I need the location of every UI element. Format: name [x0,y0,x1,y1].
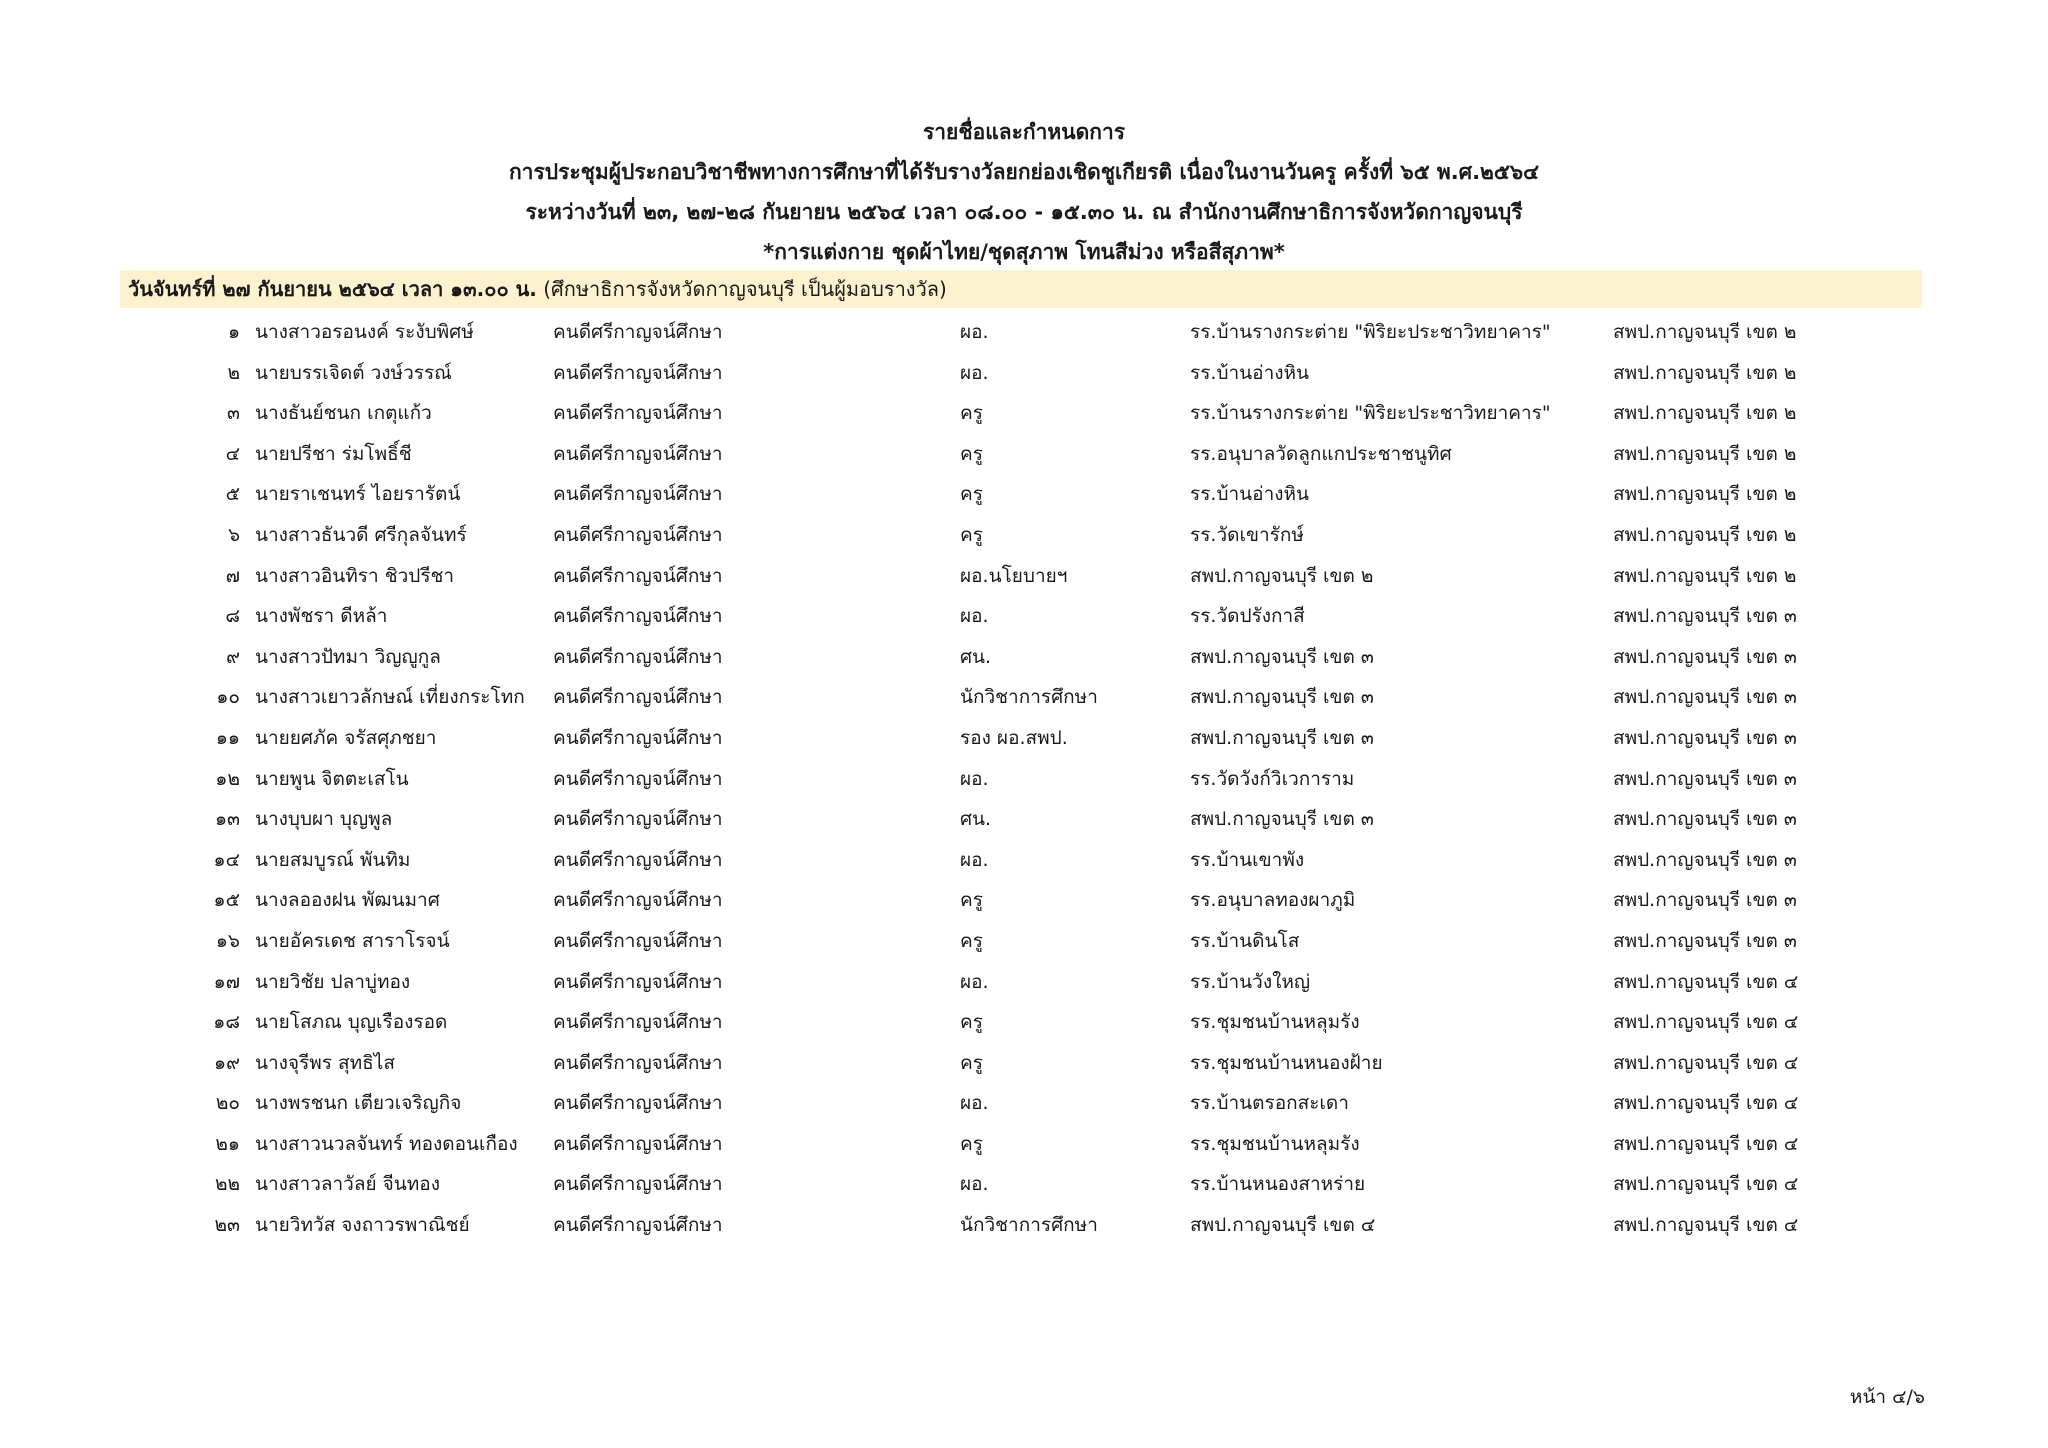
attendee-organization: รร.บ้านอ่างหิน [1190,483,1310,506]
award-group: คนดีศรีกาญจน์ศึกษา [553,483,723,506]
attendee-position: ครู [960,929,983,952]
attendee-name: นายบรรเจิดต์ วงษ์วรรณ์ [255,361,452,384]
attendee-organization: รร.บ้านตรอกสะเดา [1190,1092,1349,1115]
award-group: คนดีศรีกาญจน์ศึกษา [553,808,723,831]
table-row [0,677,2048,718]
attendee-position: ครู [960,483,983,506]
education-area: สพป.กาญจนบุรี เขต ๓ [1613,726,1797,749]
award-group: คนดีศรีกาญจน์ศึกษา [553,848,723,871]
row-number: ๔ [225,442,240,465]
attendee-organization: รร.อนุบาลวัดลูกแกประชาชนูทิศ [1190,442,1452,465]
award-group: คนดีศรีกาญจน์ศึกษา [553,402,723,425]
attendee-position: ผอ. [960,767,989,790]
award-group: คนดีศรีกาญจน์ศึกษา [553,1051,723,1074]
education-area: สพป.กาญจนบุรี เขต ๓ [1613,808,1797,831]
education-area: สพป.กาญจนบุรี เขต ๓ [1613,605,1797,628]
award-group: คนดีศรีกาญจน์ศึกษา [553,1173,723,1196]
attendee-name: นายพูน จิตตะเสโน [255,767,409,790]
attendee-name: นางสาวนวลจันทร์ ทองดอนเกือง [255,1132,518,1155]
session-note: (ศึกษาธิการจังหวัดกาญจนบุรี เป็นผู้มอบรางวัล) [536,277,947,301]
table-row [0,799,2048,840]
attendee-name: นางสาวเยาวลักษณ์ เที่ยงกระโทก [255,686,525,709]
attendee-organization: สพป.กาญจนบุรี เขต ๒ [1190,564,1374,587]
row-number: ๕ [225,483,240,506]
attendee-organization: รร.บ้านรางกระต่าย "พิริยะประชาวิทยาคาร" [1190,321,1551,343]
award-group: คนดีศรีกาญจน์ศึกษา [553,889,723,912]
attendee-position: ครู [960,889,983,912]
table-row [0,1002,2048,1043]
attendee-position: ผอ. [960,321,989,343]
attendee-organization: รร.วัดปรังกาสี [1190,605,1305,628]
attendee-position: ผอ.นโยบายฯ [960,564,1068,587]
attendee-name: นางสาวปัทมา วิญญูกูล [255,645,441,668]
attendee-name: นายวิทวัส จงถาวรพาณิชย์ [255,1214,470,1237]
row-number: ๓ [227,402,240,425]
attendee-position: ผอ. [960,361,989,384]
attendee-position: ศน. [960,808,992,831]
row-number: ๑๔ [213,848,240,871]
attendee-name: นางสาวลาวัลย์ จีนทอง [255,1173,440,1196]
table-row [0,921,2048,962]
row-number: ๒๒ [214,1173,240,1196]
row-number: ๑๒ [215,767,240,790]
attendee-organization: สพป.กาญจนบุรี เขต ๓ [1190,808,1374,831]
session-title: วันจันทร์ที่ ๒๗ กันยายน ๒๕๖๔ เวลา ๑๓.๐๐ น. [128,277,537,301]
table-row [0,515,2048,556]
education-area: สพป.กาญจนบุรี เขต ๓ [1613,767,1797,790]
education-area: สพป.กาญจนบุรี เขต ๔ [1613,1051,1799,1074]
table-row [0,1124,2048,1165]
education-area: สพป.กาญจนบุรี เขต ๔ [1613,1214,1799,1237]
row-number: ๑๘ [213,1011,240,1034]
attendee-position: ครู [960,402,983,425]
education-area: สพป.กาญจนบุรี เขต ๓ [1613,645,1797,668]
table-row [0,637,2048,678]
row-number: ๘ [225,605,240,628]
education-area: สพป.กาญจนบุรี เขต ๔ [1613,1132,1799,1155]
award-group: คนดีศรีกาญจน์ศึกษา [553,686,723,709]
attendee-organization: รร.บ้านเขาพัง [1190,848,1305,871]
education-area: สพป.กาญจนบุรี เขต ๒ [1613,564,1797,587]
award-group: คนดีศรีกาญจน์ศึกษา [553,442,723,465]
attendee-organization: สพป.กาญจนบุรี เขต ๓ [1190,726,1374,749]
header-dress-code: *การแต่งกาย ชุดผ้าไทย/ชุดสุภาพ โทนสีม่วง หรือสีสุภาพ* [763,240,1285,264]
education-area: สพป.กาญจนบุรี เขต ๔ [1613,1011,1799,1034]
attendee-list [0,312,2048,1246]
education-area: สพป.กาญจนบุรี เขต ๔ [1613,970,1799,993]
education-area: สพป.กาญจนบุรี เขต ๒ [1613,523,1797,546]
attendee-organization: รร.ชุมชนบ้านหลุมรัง [1190,1132,1360,1155]
attendee-position: ศน. [960,645,992,668]
table-row [0,393,2048,434]
table-row [0,759,2048,800]
row-number: ๑๓ [214,808,240,831]
row-number: ๒๓ [214,1214,240,1237]
table-row [0,434,2048,475]
row-number: ๑๗ [213,970,240,993]
attendee-organization: รร.ชุมชนบ้านหลุมรัง [1190,1011,1360,1034]
award-group: คนดีศรีกาญจน์ศึกษา [553,361,723,384]
attendee-name: นางสาวอรอนงค์ ระงับพิศษ์ [255,321,474,343]
attendee-name: นายสมบูรณ์ พันทิม [255,848,411,871]
award-group: คนดีศรีกาญจน์ศึกษา [553,564,723,587]
header-title: รายชื่อและกำหนดการ [922,120,1126,144]
education-area: สพป.กาญจนบุรี เขต ๓ [1613,889,1797,912]
award-group: คนดีศรีกาญจน์ศึกษา [553,929,723,952]
table-row [0,596,2048,637]
education-area: สพป.กาญจนบุรี เขต ๒ [1613,361,1797,384]
attendee-position: นักวิชาการศึกษา [960,1214,1098,1237]
row-number: ๒๐ [215,1092,240,1115]
attendee-name: นายยศภัค จรัสศุภชยา [255,726,437,749]
document-header [0,112,2048,272]
attendee-name: นางจุรีพร สุทธิไส [255,1051,395,1074]
attendee-name: นางธันย์ชนก เกตุแก้ว [255,402,432,425]
table-row [0,962,2048,1003]
attendee-position: ผอ. [960,1173,989,1196]
award-group: คนดีศรีกาญจน์ศึกษา [553,523,723,546]
attendee-position: ผอ. [960,1092,989,1115]
education-area: สพป.กาญจนบุรี เขต ๒ [1613,483,1797,506]
award-group: คนดีศรีกาญจน์ศึกษา [553,605,723,628]
table-row [0,1043,2048,1084]
attendee-name: นายปรีชา ร่มโพธิ์ชี [255,442,412,465]
attendee-name: นางสาวธันวดี ศรีกุลจันทร์ [255,523,467,546]
award-group: คนดีศรีกาญจน์ศึกษา [553,1132,723,1155]
education-area: สพป.กาญจนบุรี เขต ๓ [1613,686,1797,709]
attendee-organization: สพป.กาญจนบุรี เขต ๓ [1190,645,1374,668]
attendee-name: นายอัครเดช สาราโรจน์ [255,929,450,952]
education-area: สพป.กาญจนบุรี เขต ๒ [1613,321,1797,343]
attendee-position: รอง ผอ.สพป. [960,726,1068,749]
header-meeting: การประชุมผู้ประกอบวิชาชีพทางการศึกษาที่ได้รับรางวัลยกย่องเชิดชูเกียรติ เนื่องในงานวันครู ครั้งที่ ๖๕ พ.ศ.๒๕๖๔ [508,160,1540,184]
attendee-organization: รร.วัดเขารักษ์ [1190,523,1304,546]
attendee-name: นายวิชัย ปลาบู่ทอง [255,970,411,993]
table-row [0,840,2048,881]
attendee-position: ผอ. [960,605,989,628]
education-area: สพป.กาญจนบุรี เขต ๔ [1613,1173,1799,1196]
table-row [0,880,2048,921]
row-number: ๑๑ [215,726,240,749]
row-number: ๒ [227,361,240,384]
award-group: คนดีศรีกาญจน์ศึกษา [553,1011,723,1034]
page-number: หน้า ๔/๖ [1849,1386,1925,1408]
attendee-organization: รร.บ้านดินโส [1190,929,1300,952]
table-row [0,1164,2048,1205]
attendee-position: ครู [960,1051,983,1074]
attendee-organization: รร.บ้านวังใหญ่ [1190,970,1311,993]
attendee-name: นายโสภณ บุญเรืองรอด [255,1011,448,1034]
attendee-position: ผอ. [960,970,989,993]
attendee-position: ครู [960,1132,983,1155]
row-number: ๑๕ [213,889,240,912]
table-row [0,312,2048,353]
header-date-venue: ระหว่างวันที่ ๒๓, ๒๗-๒๘ กันยายน ๒๕๖๔ เวลา ๐๘.๐๐ - ๑๕.๓๐ น. ณ สำนักงานศึกษาธิการจังหวัดกาญจนบุรี [525,200,1523,224]
attendee-organization: สพป.กาญจนบุรี เขต ๓ [1190,686,1374,709]
row-number: ๙ [226,645,240,668]
attendee-position: ครู [960,442,983,465]
attendee-organization: รร.ชุมชนบ้านหนองฝ้าย [1190,1051,1383,1074]
row-number: ๒๑ [215,1132,240,1155]
attendee-name: นางบุบผา บุญพูล [255,808,393,831]
attendee-organization: รร.อนุบาลทองผาภูมิ [1190,889,1356,912]
row-number: ๑๙ [214,1051,240,1074]
table-row [0,1205,2048,1246]
award-group: คนดีศรีกาญจน์ศึกษา [553,321,723,343]
attendee-name: นางพัชรา ดีหล้า [255,605,388,628]
award-group: คนดีศรีกาญจน์ศึกษา [553,726,723,749]
table-row [0,353,2048,394]
education-area: สพป.กาญจนบุรี เขต ๒ [1613,402,1797,425]
row-number: ๖ [227,523,240,546]
attendee-organization: รร.บ้านอ่างหิน [1190,361,1310,384]
award-group: คนดีศรีกาญจน์ศึกษา [553,1092,723,1115]
education-area: สพป.กาญจนบุรี เขต ๔ [1613,1092,1799,1115]
table-row [0,556,2048,597]
table-row [0,718,2048,759]
attendee-organization: สพป.กาญจนบุรี เขต ๔ [1190,1214,1376,1237]
row-number: ๗ [225,564,240,587]
award-group: คนดีศรีกาญจน์ศึกษา [553,645,723,668]
attendee-position: ผอ. [960,848,989,871]
education-area: สพป.กาญจนบุรี เขต ๒ [1613,442,1797,465]
award-group: คนดีศรีกาญจน์ศึกษา [553,970,723,993]
attendee-position: นักวิชาการศึกษา [960,686,1098,709]
attendee-name: นางสาวอินทิรา ชิวปรีชา [255,564,455,587]
attendee-organization: รร.บ้านรางกระต่าย "พิริยะประชาวิทยาคาร" [1190,402,1551,425]
row-number: ๑๖ [215,929,240,952]
education-area: สพป.กาญจนบุรี เขต ๓ [1613,848,1797,871]
attendee-name: นายราเชนทร์ ไอยรารัตน์ [255,483,461,506]
row-number: ๑๐ [216,686,240,709]
education-area: สพป.กาญจนบุรี เขต ๓ [1613,929,1797,952]
attendee-name: นางพรชนก เตียวเจริญกิจ [255,1092,462,1115]
attendee-position: ครู [960,1011,983,1034]
row-number: ๑ [227,321,240,343]
award-group: คนดีศรีกาญจน์ศึกษา [553,767,723,790]
attendee-name: นางลอองฝน พัฒนมาศ [255,889,440,912]
attendee-organization: รร.บ้านหนองสาหร่าย [1190,1173,1366,1196]
table-row [0,1083,2048,1124]
attendee-organization: รร.วัดวังก์วิเวการาม [1190,767,1355,790]
table-row [0,474,2048,515]
attendee-position: ครู [960,523,983,546]
award-group: คนดีศรีกาญจน์ศึกษา [553,1214,723,1237]
session-heading [120,270,1922,308]
